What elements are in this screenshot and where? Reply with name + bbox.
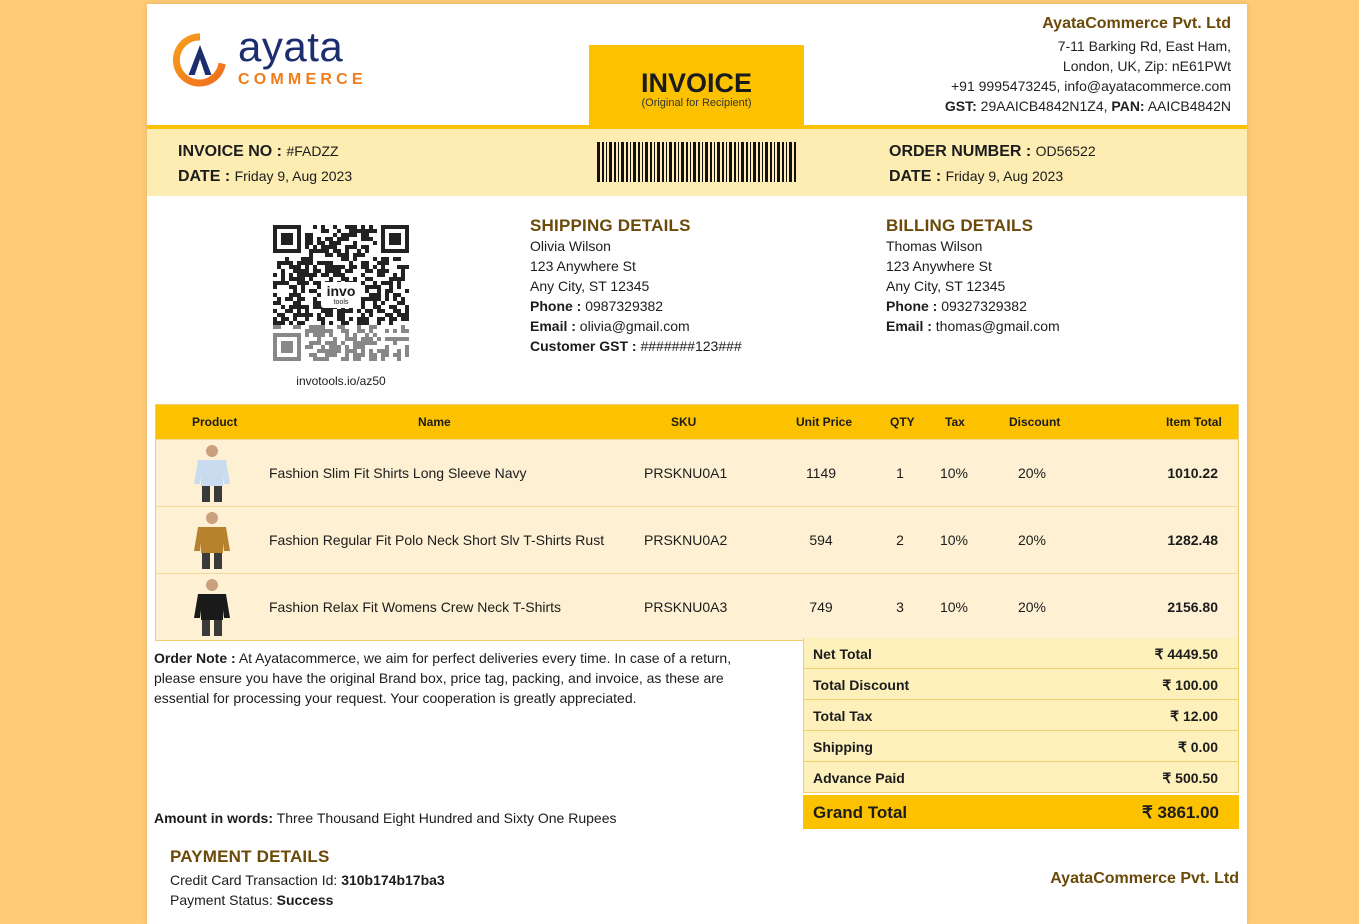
qr-badge-subtext: tools	[333, 299, 349, 306]
ayata-logo-icon	[169, 29, 231, 91]
shipping-phone	[530, 296, 742, 316]
grand-total-row	[803, 795, 1239, 829]
payment-status	[170, 890, 445, 910]
totals-label: Net Total	[813, 646, 872, 662]
billing-phone	[886, 296, 1060, 316]
payment-status-label: Payment Status:	[170, 892, 273, 908]
table-row	[156, 506, 1238, 573]
billing-phone-value: 09327329382	[941, 298, 1027, 314]
order-note-label: Order Note :	[154, 650, 236, 666]
table-header	[156, 405, 1238, 439]
invoice-number	[178, 139, 339, 164]
shipping-phone-value: 0987329382	[585, 298, 664, 314]
qr-badge	[321, 282, 361, 308]
payment-title: PAYMENT DETAILS	[170, 847, 330, 866]
invoice-date-value: Friday 9, Aug 2023	[234, 168, 353, 184]
billing-street: 123 Anywhere St	[886, 258, 992, 274]
company-contact: +91 9995473245, info@ayatacommerce.com	[951, 78, 1231, 94]
totals-row	[803, 669, 1239, 700]
header-sku: SKU	[671, 415, 697, 429]
company-tax-ids	[945, 96, 1231, 116]
shipping-phone-label: Phone :	[530, 298, 582, 314]
cell-qty: 3	[896, 599, 904, 615]
grand-total-label: Grand Total	[813, 803, 908, 822]
table-row	[156, 573, 1238, 640]
billing-email-label: Email :	[886, 318, 932, 334]
billing-title: BILLING DETAILS	[886, 216, 1034, 235]
totals-value: ₹ 0.00	[1177, 739, 1218, 755]
cell-tax: 10%	[939, 599, 969, 615]
barcode-icon	[597, 142, 797, 182]
txn-value: 310b174b17ba3	[341, 872, 445, 888]
header-product: Product	[192, 415, 238, 429]
order-date	[889, 164, 1063, 189]
totals-label: Advance Paid	[813, 770, 905, 786]
pan-label: PAN:	[1111, 98, 1145, 114]
table-row	[156, 439, 1238, 506]
amount-in-words	[154, 810, 616, 826]
totals-value: ₹ 500.50	[1162, 770, 1218, 786]
totals-label: Total Tax	[813, 708, 873, 724]
invoice-title: INVOICE	[640, 68, 753, 98]
qr-badge-text: invo	[326, 283, 356, 299]
invoice-title-box	[589, 45, 804, 127]
cell-discount: 20%	[1017, 465, 1047, 481]
header-qty: QTY	[890, 415, 915, 429]
invoice-no-label: INVOICE NO :	[178, 143, 283, 160]
txn-label: Credit Card Transaction Id:	[170, 872, 338, 888]
totals-row	[803, 731, 1239, 762]
product-thumbnail[interactable]	[186, 442, 238, 504]
shipping-name: Olivia Wilson	[530, 238, 611, 254]
company-address-line1: 7-11 Barking Rd, East Ham,	[1057, 38, 1231, 54]
cell-total: 2156.80	[1167, 599, 1218, 615]
invoice-no-value: #FADZZ	[286, 143, 339, 159]
order-note	[154, 648, 774, 708]
shipping-gst-value: #######123###	[640, 338, 742, 354]
header-discount: Discount	[1009, 415, 1061, 429]
cell-total: 1282.48	[1167, 532, 1218, 548]
product-thumbnail[interactable]	[186, 576, 238, 638]
order-date-label: DATE :	[889, 168, 942, 185]
order-note-text: At Ayatacommerce, we aim for perfect deliveries every time. In case of a return, please ensure you have the original Brand box, price tag, packing, and invoice, as these are essential for processing your request. Your cooperation is greatly appreciated.	[154, 650, 732, 706]
cell-discount: 20%	[1017, 599, 1047, 615]
gst-label: GST:	[944, 98, 977, 114]
items-table	[155, 404, 1239, 641]
header-item-total: Item Total	[1166, 415, 1222, 429]
payment-details	[170, 847, 445, 910]
shipping-email-value: olivia@gmail.com	[579, 318, 690, 334]
company-address-line2: London, UK, Zip: nE61PWt	[1062, 58, 1231, 74]
order-no-value: OD56522	[1035, 143, 1096, 159]
billing-phone-label: Phone :	[886, 298, 938, 314]
billing-email-value: thomas@gmail.com	[935, 318, 1060, 334]
totals-row	[803, 762, 1239, 793]
product-thumbnail[interactable]	[186, 509, 238, 571]
table-body	[156, 439, 1238, 640]
cell-tax: 10%	[939, 532, 969, 548]
totals-value: ₹ 4449.50	[1154, 646, 1218, 662]
totals-row	[803, 638, 1239, 669]
cell-name: Fashion Relax Fit Womens Crew Neck T-Shirts	[269, 599, 562, 615]
order-number	[889, 139, 1096, 164]
billing-city: Any City, ST 12345	[886, 278, 1006, 294]
shipping-email	[530, 316, 742, 336]
cell-name: Fashion Regular Fit Polo Neck Short Slv T-Shirts Rust	[269, 532, 605, 548]
cell-tax: 10%	[939, 465, 969, 481]
shipping-city: Any City, ST 12345	[530, 278, 650, 294]
header-tax: Tax	[945, 415, 965, 429]
totals-rows	[803, 638, 1239, 793]
invoice-subtitle: (Original for Recipient)	[641, 97, 752, 109]
totals-value: ₹ 12.00	[1170, 708, 1218, 724]
order-date-value: Friday 9, Aug 2023	[945, 168, 1064, 184]
brand-subname: COMMERCE	[238, 71, 367, 88]
totals-value: ₹ 100.00	[1162, 677, 1218, 693]
company-info	[945, 14, 1231, 116]
cell-name: Fashion Slim Fit Shirts Long Sleeve Navy	[269, 465, 527, 481]
cell-discount: 20%	[1017, 532, 1047, 548]
grand-total-value: ₹ 3861.00	[1142, 803, 1219, 822]
brand-wordmark	[238, 23, 367, 89]
totals-panel	[803, 638, 1239, 829]
totals-label: Total Discount	[813, 677, 910, 693]
shipping-street: 123 Anywhere St	[530, 258, 636, 274]
cell-unit-price: 594	[809, 532, 833, 548]
qr-url[interactable]: invotools.io/az50	[296, 374, 386, 388]
pan-value: AAICB4842N	[1147, 98, 1231, 114]
shipping-details	[530, 216, 742, 356]
totals-label: Shipping	[813, 739, 873, 755]
payment-status-value: Success	[276, 892, 334, 908]
cell-unit-price: 1149	[805, 465, 837, 481]
cell-qty: 1	[896, 465, 904, 481]
amount-words-label: Amount in words:	[154, 810, 273, 826]
shipping-gst	[530, 336, 742, 356]
header-unit-price: Unit Price	[796, 415, 853, 429]
cell-sku: PRSKNU0A3	[644, 599, 728, 615]
invoice-sheet	[147, 4, 1247, 924]
shipping-email-label: Email :	[530, 318, 576, 334]
header-name: Name	[418, 415, 451, 429]
billing-name: Thomas Wilson	[886, 238, 983, 254]
cell-total: 1010.22	[1167, 465, 1218, 481]
footer-company-name: AyataCommerce Pvt. Ltd	[1050, 870, 1239, 887]
billing-details	[886, 216, 1060, 336]
shipping-gst-label: Customer GST :	[530, 338, 637, 354]
payment-txn	[170, 870, 445, 890]
company-name: AyataCommerce Pvt. Ltd	[1042, 15, 1231, 32]
totals-row	[803, 700, 1239, 731]
order-no-label: ORDER NUMBER :	[889, 143, 1032, 160]
shipping-title: SHIPPING DETAILS	[530, 216, 691, 235]
amount-words-value: Three Thousand Eight Hundred and Sixty One Rupees	[276, 810, 617, 826]
cell-qty: 2	[896, 532, 904, 548]
cell-sku: PRSKNU0A1	[644, 465, 728, 481]
invoice-date-label: DATE :	[178, 168, 231, 185]
gst-value: 29AAICB4842N1Z4,	[980, 98, 1108, 114]
cell-sku: PRSKNU0A2	[644, 532, 728, 548]
billing-email	[886, 316, 1060, 336]
cell-unit-price: 749	[809, 599, 833, 615]
brand-name: ayata	[238, 23, 344, 70]
invoice-date	[178, 164, 352, 189]
